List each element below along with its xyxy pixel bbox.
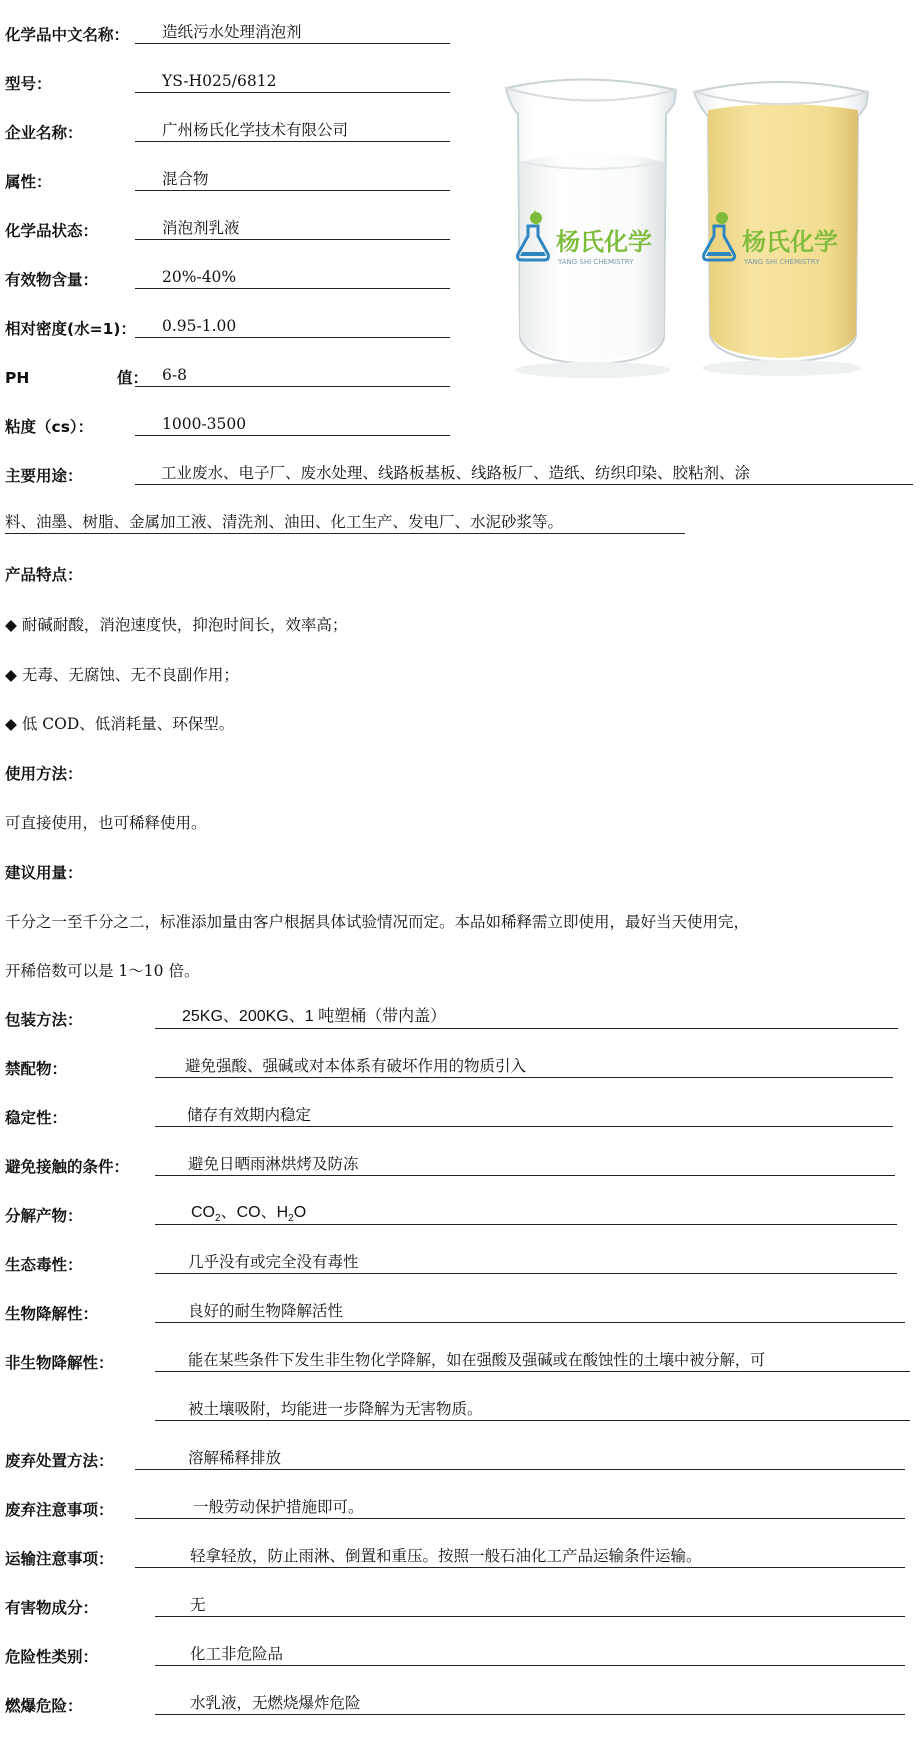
ecotox-value: 几乎没有或完全没有毒性 <box>155 1250 897 1274</box>
disposal-note-value: 一般劳动保护措施即可。 <box>135 1495 905 1519</box>
avoid-value: 避免日晒雨淋烘烤及防冻 <box>155 1152 895 1176</box>
density-value: 0.95-1.00 <box>135 314 450 338</box>
density-label: 相对密度(水=1)： <box>5 320 136 338</box>
nonbiodeg-value-line2: 被土壤吸附，均能进一步降解为无害物质。 <box>155 1397 910 1421</box>
explosion-label: 燃爆危险： <box>5 1697 83 1715</box>
attribute-label: 属性： <box>5 173 52 191</box>
harmful-label: 有害物成分： <box>5 1599 99 1617</box>
disposal-note-label: 废弃注意事项： <box>5 1501 114 1519</box>
feature-item-2: ◆ 无毒、无腐蚀、无不良副作用； <box>5 666 239 684</box>
state-label: 化学品状态： <box>5 222 99 240</box>
dosage-heading: 建议用量： <box>5 864 83 882</box>
stability-value: 储存有效期内稳定 <box>155 1103 893 1127</box>
disposal-value: 溶解稀释排放 <box>135 1446 905 1470</box>
feature-item-1: ◆ 耐碱耐酸，消泡速度快，抑泡时间长，效率高； <box>5 616 348 634</box>
biodeg-value: 良好的耐生物降解活性 <box>155 1299 905 1323</box>
attribute-value: 混合物 <box>135 167 450 191</box>
transport-value: 轻拿轻放，防止雨淋、倒置和重压。按照一般石油化工产品运输条件运输。 <box>135 1544 905 1568</box>
product-name-value: 造纸污水处理消泡剂 <box>135 20 450 44</box>
content-value: 20%-40% <box>135 265 450 289</box>
nonbiodeg-label: 非生物降解性： <box>5 1354 114 1372</box>
harmful-value: 无 <box>155 1593 905 1617</box>
transport-label: 运输注意事项： <box>5 1550 114 1568</box>
nonbiodeg-value-line1: 能在某些条件下发生非生物化学降解，如在强酸及强碱或在酸蚀性的土壤中被分解，可 <box>155 1348 910 1372</box>
company-value: 广州杨氏化学技术有限公司 <box>135 118 450 142</box>
ecotox-label: 生态毒性： <box>5 1256 83 1274</box>
decomp-label: 分解产物： <box>5 1207 83 1225</box>
use-value-line2: 料、油墨、树脂、金属加工液、清洗剂、油田、化工生产、发电厂、水泥砂浆等。 <box>5 510 685 534</box>
state-value: 消泡剂乳液 <box>135 216 450 240</box>
content-label: 有效物含量： <box>5 271 99 289</box>
usage-text: 可直接使用，也可稀释使用。 <box>5 814 207 832</box>
ph-label-a: PH <box>5 369 30 387</box>
hazard-label: 危险性类别： <box>5 1648 99 1666</box>
disposal-label: 废弃处置方法： <box>5 1452 114 1470</box>
brand-en-right: YANG SHI CHEMISTRY <box>744 258 820 266</box>
company-label: 企业名称： <box>5 124 83 142</box>
viscosity-label: 粘度（cs）： <box>5 418 94 436</box>
packing-value: 25KG、200KG、1 吨塑桶（带内盖） <box>155 1005 898 1029</box>
usage-heading: 使用方法： <box>5 765 83 783</box>
ph-value: 6-8 <box>135 363 450 387</box>
ph-label-b: 值： <box>117 369 149 387</box>
model-label: 型号： <box>5 75 52 93</box>
avoid-label: 避免接触的条件： <box>5 1158 130 1176</box>
dosage-line2: 开稀倍数可以是 1～10 倍。 <box>5 962 200 980</box>
product-photo <box>498 70 898 390</box>
incompatible-label: 禁配物： <box>5 1060 68 1078</box>
explosion-value: 水乳液，无燃烧爆炸危险 <box>155 1691 905 1715</box>
dosage-line1: 千分之一至千分之二，标准添加量由客户根据具体试验情况而定。本品如稀释需立即使用，最好当天使用完， <box>5 913 750 931</box>
use-value-line1: 工业废水、电子厂、废水处理、线路板基板、线路板厂、造纸、纺织印染、胶粘剂、涂 <box>135 461 913 485</box>
features-heading: 产品特点： <box>5 566 83 584</box>
brand-text-left: 杨氏化学 <box>556 228 652 256</box>
hazard-value: 化工非危险品 <box>155 1642 905 1666</box>
product-name-label: 化学品中文名称： <box>5 26 130 44</box>
brand-en-left: YANG SHI CHEMISTRY <box>558 258 634 266</box>
brand-text-right: 杨氏化学 <box>742 228 838 256</box>
packing-label: 包装方法： <box>5 1011 83 1029</box>
decomp-value: $CO_2$、CO、$H_2O$ <box>155 1201 897 1225</box>
biodeg-label: 生物降解性： <box>5 1305 99 1323</box>
stability-label: 稳定性： <box>5 1109 68 1127</box>
incompatible-value: 避免强酸、强碱或对本体系有破坏作用的物质引入 <box>155 1054 893 1078</box>
model-value: YS-H025/6812 <box>135 69 450 93</box>
use-label: 主要用途： <box>5 467 83 485</box>
feature-item-3: ◆ 低 COD、低消耗量、环保型。 <box>5 715 235 733</box>
viscosity-value: 1000-3500 <box>135 412 450 436</box>
